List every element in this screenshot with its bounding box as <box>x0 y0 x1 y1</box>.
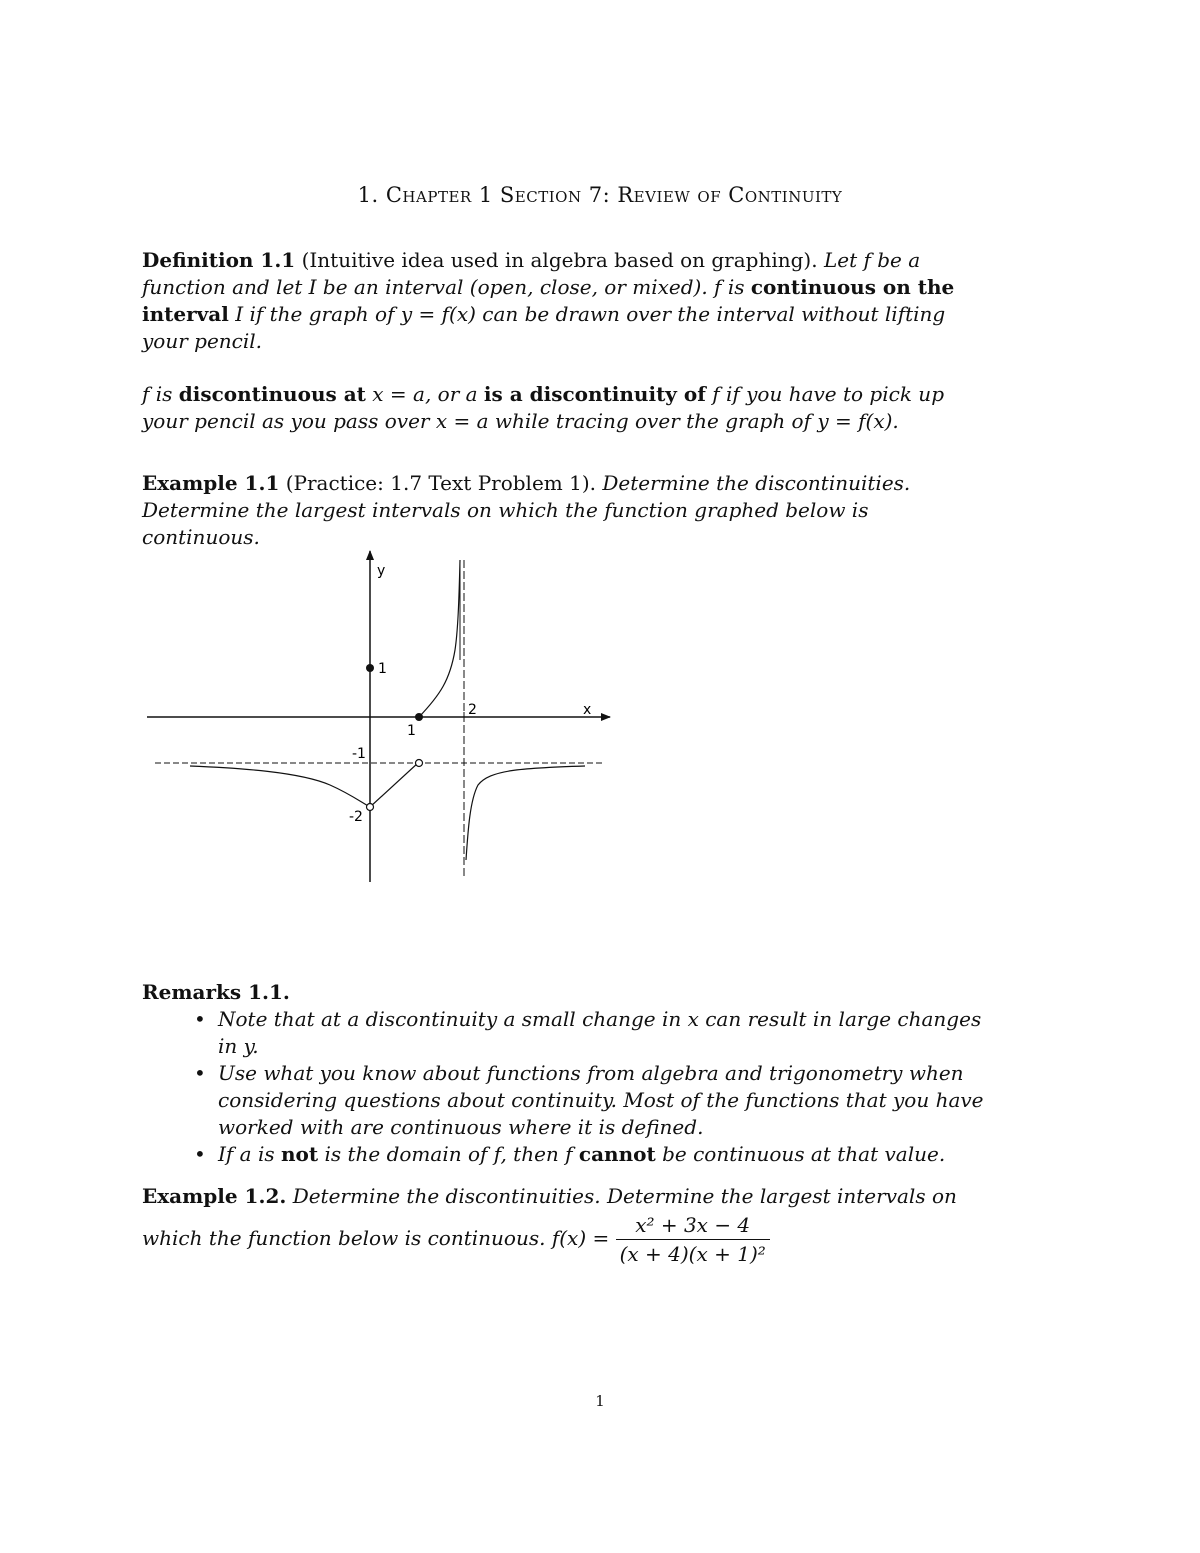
disc-text-2: x = a, or a <box>372 382 478 406</box>
definition-note: (Intuitive idea used in algebra based on graphing). <box>301 248 818 272</box>
example-2-text-2: which the function below is continuous. <box>142 1226 546 1250</box>
definition-text-1: Let f be a function and let I be an interval (open, close, or mixed). f is <box>142 248 921 299</box>
remarks-label: Remarks 1.1. <box>142 980 290 1004</box>
example-2-text-1: Determine the discontinuities. Determine the largest intervals on <box>292 1184 957 1208</box>
tick-label-yneg1: -1 <box>352 746 366 762</box>
remarks-section <box>142 979 990 1168</box>
tick-label-x2: 2 <box>468 702 477 718</box>
disc-text-1: f is <box>142 382 173 406</box>
remark-text: Use what you know about functions from algebra and trigonometry when considering questions about continuity. Most of the functions that you have worked with are continuous where it is defined. <box>218 1061 984 1139</box>
bullet-icon: • <box>194 1007 206 1031</box>
remark-text-a: If a is <box>218 1142 275 1166</box>
remark-text: Note that at a discontinuity a small change in x can result in large changes in y. <box>218 1007 982 1058</box>
bullet-icon: • <box>194 1142 206 1166</box>
curve-left-branch <box>190 766 370 807</box>
page-title: 1. Chapter 1 Section 7: Review of Continuity <box>357 183 843 207</box>
curve-rising-branch <box>419 560 460 717</box>
example-1-note: (Practice: 1.7 Text Problem 1). <box>285 471 596 495</box>
y-axis-label: y <box>377 563 386 579</box>
definition-text-2: I if the graph of y = f(x) can be drawn over the interval without lifting your pencil. <box>142 302 946 353</box>
fraction-numerator: x² + 3x − 4 <box>616 1212 770 1240</box>
open-point-0-neg2 <box>367 804 374 811</box>
filled-point-1-0 <box>415 713 423 721</box>
example-1-label: Example 1.1 <box>142 471 280 495</box>
function-lhs: f(x) = <box>551 1226 610 1250</box>
example-1-text: Determine the discontinuities. Determine the largest intervals on which the function graphed below is continuous. <box>142 471 911 549</box>
example-2-formula-line <box>142 1212 990 1267</box>
tick-label-yneg2: -2 <box>349 809 363 825</box>
remark-item <box>142 1060 990 1141</box>
remark-item <box>142 1006 990 1060</box>
disc-term-2: is a discontinuity of <box>483 382 706 406</box>
definition-label: Definition 1.1 <box>142 248 296 272</box>
remark-text-b: is the domain of f, then f <box>324 1142 573 1166</box>
tick-label-y1: 1 <box>378 661 387 677</box>
remark-item <box>142 1141 990 1168</box>
open-point-1-neg1 <box>416 760 423 767</box>
tick-label-x1: 1 <box>407 723 416 739</box>
fraction-denominator: (x + 4)(x + 1)² <box>619 1242 766 1266</box>
curve-middle-segment <box>370 762 419 807</box>
disc-text-3: f if you have to pick up your pencil as you pass over x = a while tracing over the graph of y = f(x). <box>142 382 944 433</box>
example-2 <box>142 1183 990 1210</box>
definition-term-continuous: continuous on the interval <box>142 275 955 326</box>
disc-term-1: discontinuous at <box>178 382 366 406</box>
remark-text-c: be continuous at that value. <box>662 1142 946 1166</box>
function-fraction <box>616 1212 770 1267</box>
example-2-label: Example 1.2. <box>142 1184 287 1208</box>
filled-point-0-1 <box>366 664 374 672</box>
remark-term-not: not <box>280 1142 319 1166</box>
curve-right-branch <box>466 766 585 860</box>
page-number: 1 <box>595 1392 605 1410</box>
x-axis-label: x <box>583 702 592 718</box>
remarks-list <box>142 1006 990 1168</box>
bullet-icon: • <box>194 1061 206 1085</box>
remark-term-cannot: cannot <box>578 1142 656 1166</box>
